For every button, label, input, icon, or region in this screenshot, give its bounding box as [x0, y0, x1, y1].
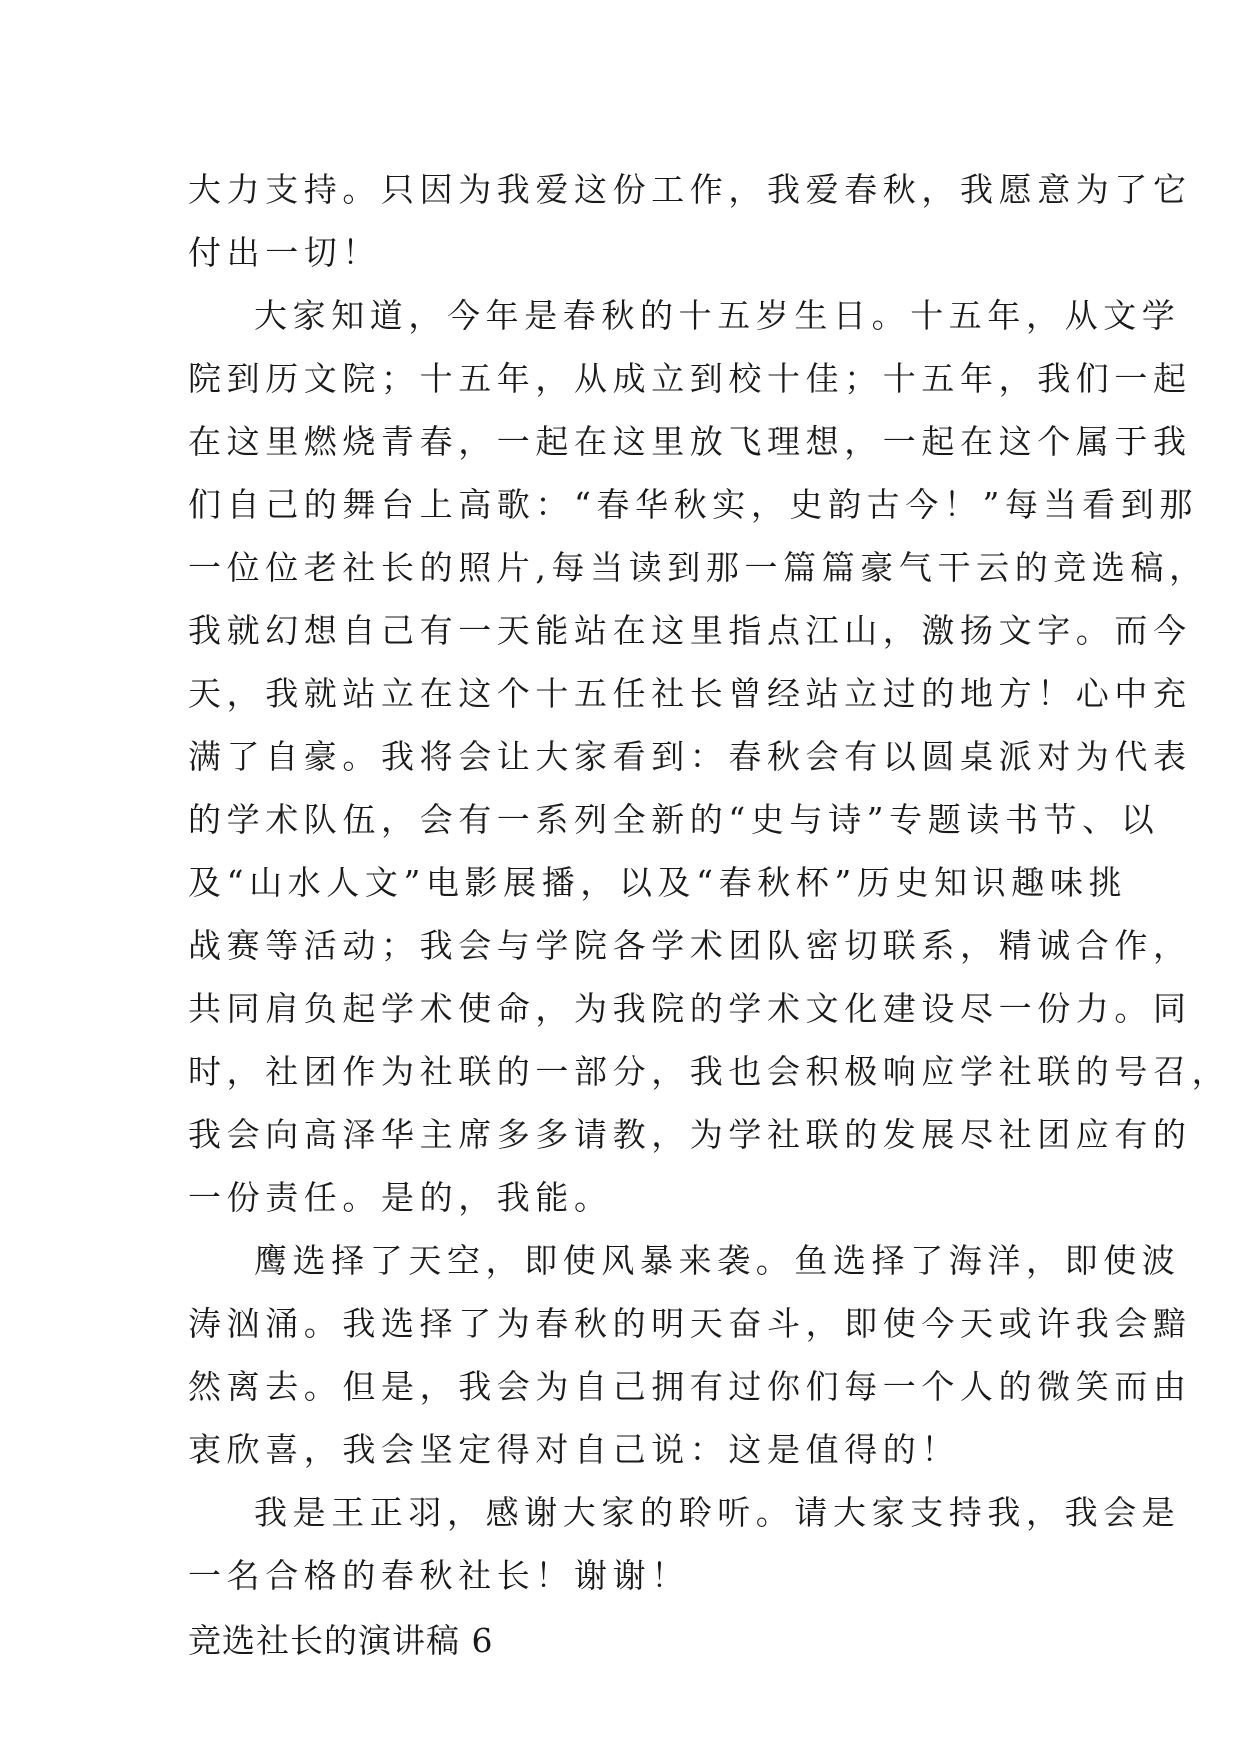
text-line: 一名合格的春秋社长！谢谢！	[188, 1556, 690, 1595]
text-line: 的学术队伍，会有一系列全新的“史与诗”专题读书节、以	[188, 800, 1160, 839]
text-line: 及“山水人文”电影展播，以及“春秋杯”历史知识趣味挑	[188, 863, 1128, 902]
text-line: 我就幻想自己有一天能站在这里指点江山，激扬文字。而今	[188, 611, 1192, 650]
text-line: 一份责任。是的，我能。	[188, 1178, 613, 1217]
document-page	[188, 158, 1231, 1672]
text-line: 我会向高泽华主席多多请教，为学社联的发展尽社团应有的	[188, 1115, 1192, 1154]
text-line: 战赛等活动；我会与学院各学术团队密切联系，精诚合作，	[188, 926, 1192, 965]
text-line: 鹰选择了天空，即使风暴来袭。鱼选择了海洋，即使波	[254, 1241, 1181, 1280]
text-line: 天，我就站立在这个十五任社长曾经站立过的地方！心中充	[188, 674, 1192, 713]
text-line: 然离去。但是，我会为自己拥有过你们每一个人的微笑而由	[188, 1367, 1192, 1406]
text-line: 大力支持。只因为我爱这份工作，我爱春秋，我愿意为了它	[188, 170, 1192, 209]
text-line: 共同肩负起学术使命，为我院的学术文化建设尽一份力。同	[188, 989, 1192, 1028]
text-line: 衷欣喜，我会坚定得对自己说：这是值得的！	[188, 1430, 960, 1469]
text-line: 大家知道，今年是春秋的十五岁生日。十五年，从文学	[254, 296, 1181, 335]
text-line: 们自己的舞台上高歌：“春华秋实，史韵古今！”每当看到那	[188, 485, 1198, 524]
paragraph-2	[188, 284, 1231, 1229]
text-line: 付出一切！	[188, 233, 381, 272]
text-line: 院到历文院；十五年，从成立到校十佳；十五年，我们一起	[188, 359, 1192, 398]
text-line: 在这里燃烧青春，一起在这里放飞理想，一起在这个属于我	[188, 422, 1192, 461]
section-heading: 竞选社长的演讲稿 6	[188, 1621, 494, 1660]
paragraph-1	[188, 158, 1192, 284]
text-line: 时，社团作为社联的一部分，我也会积极响应学社联的号召，	[188, 1052, 1231, 1091]
text-line: 涛汹涌。我选择了为春秋的明天奋斗，即使今天或许我会黯	[188, 1304, 1192, 1343]
text-line: 满了自豪。我将会让大家看到：春秋会有以圆桌派对为代表	[188, 737, 1192, 776]
text-line: 我是王正羽，感谢大家的聆听。请大家支持我，我会是	[254, 1493, 1181, 1532]
text-line: 一位位老社长的照片,每当读到那一篇篇豪气干云的竞选稿，	[188, 548, 1208, 587]
paragraph-4	[188, 1481, 1181, 1607]
paragraph-3	[188, 1229, 1192, 1481]
